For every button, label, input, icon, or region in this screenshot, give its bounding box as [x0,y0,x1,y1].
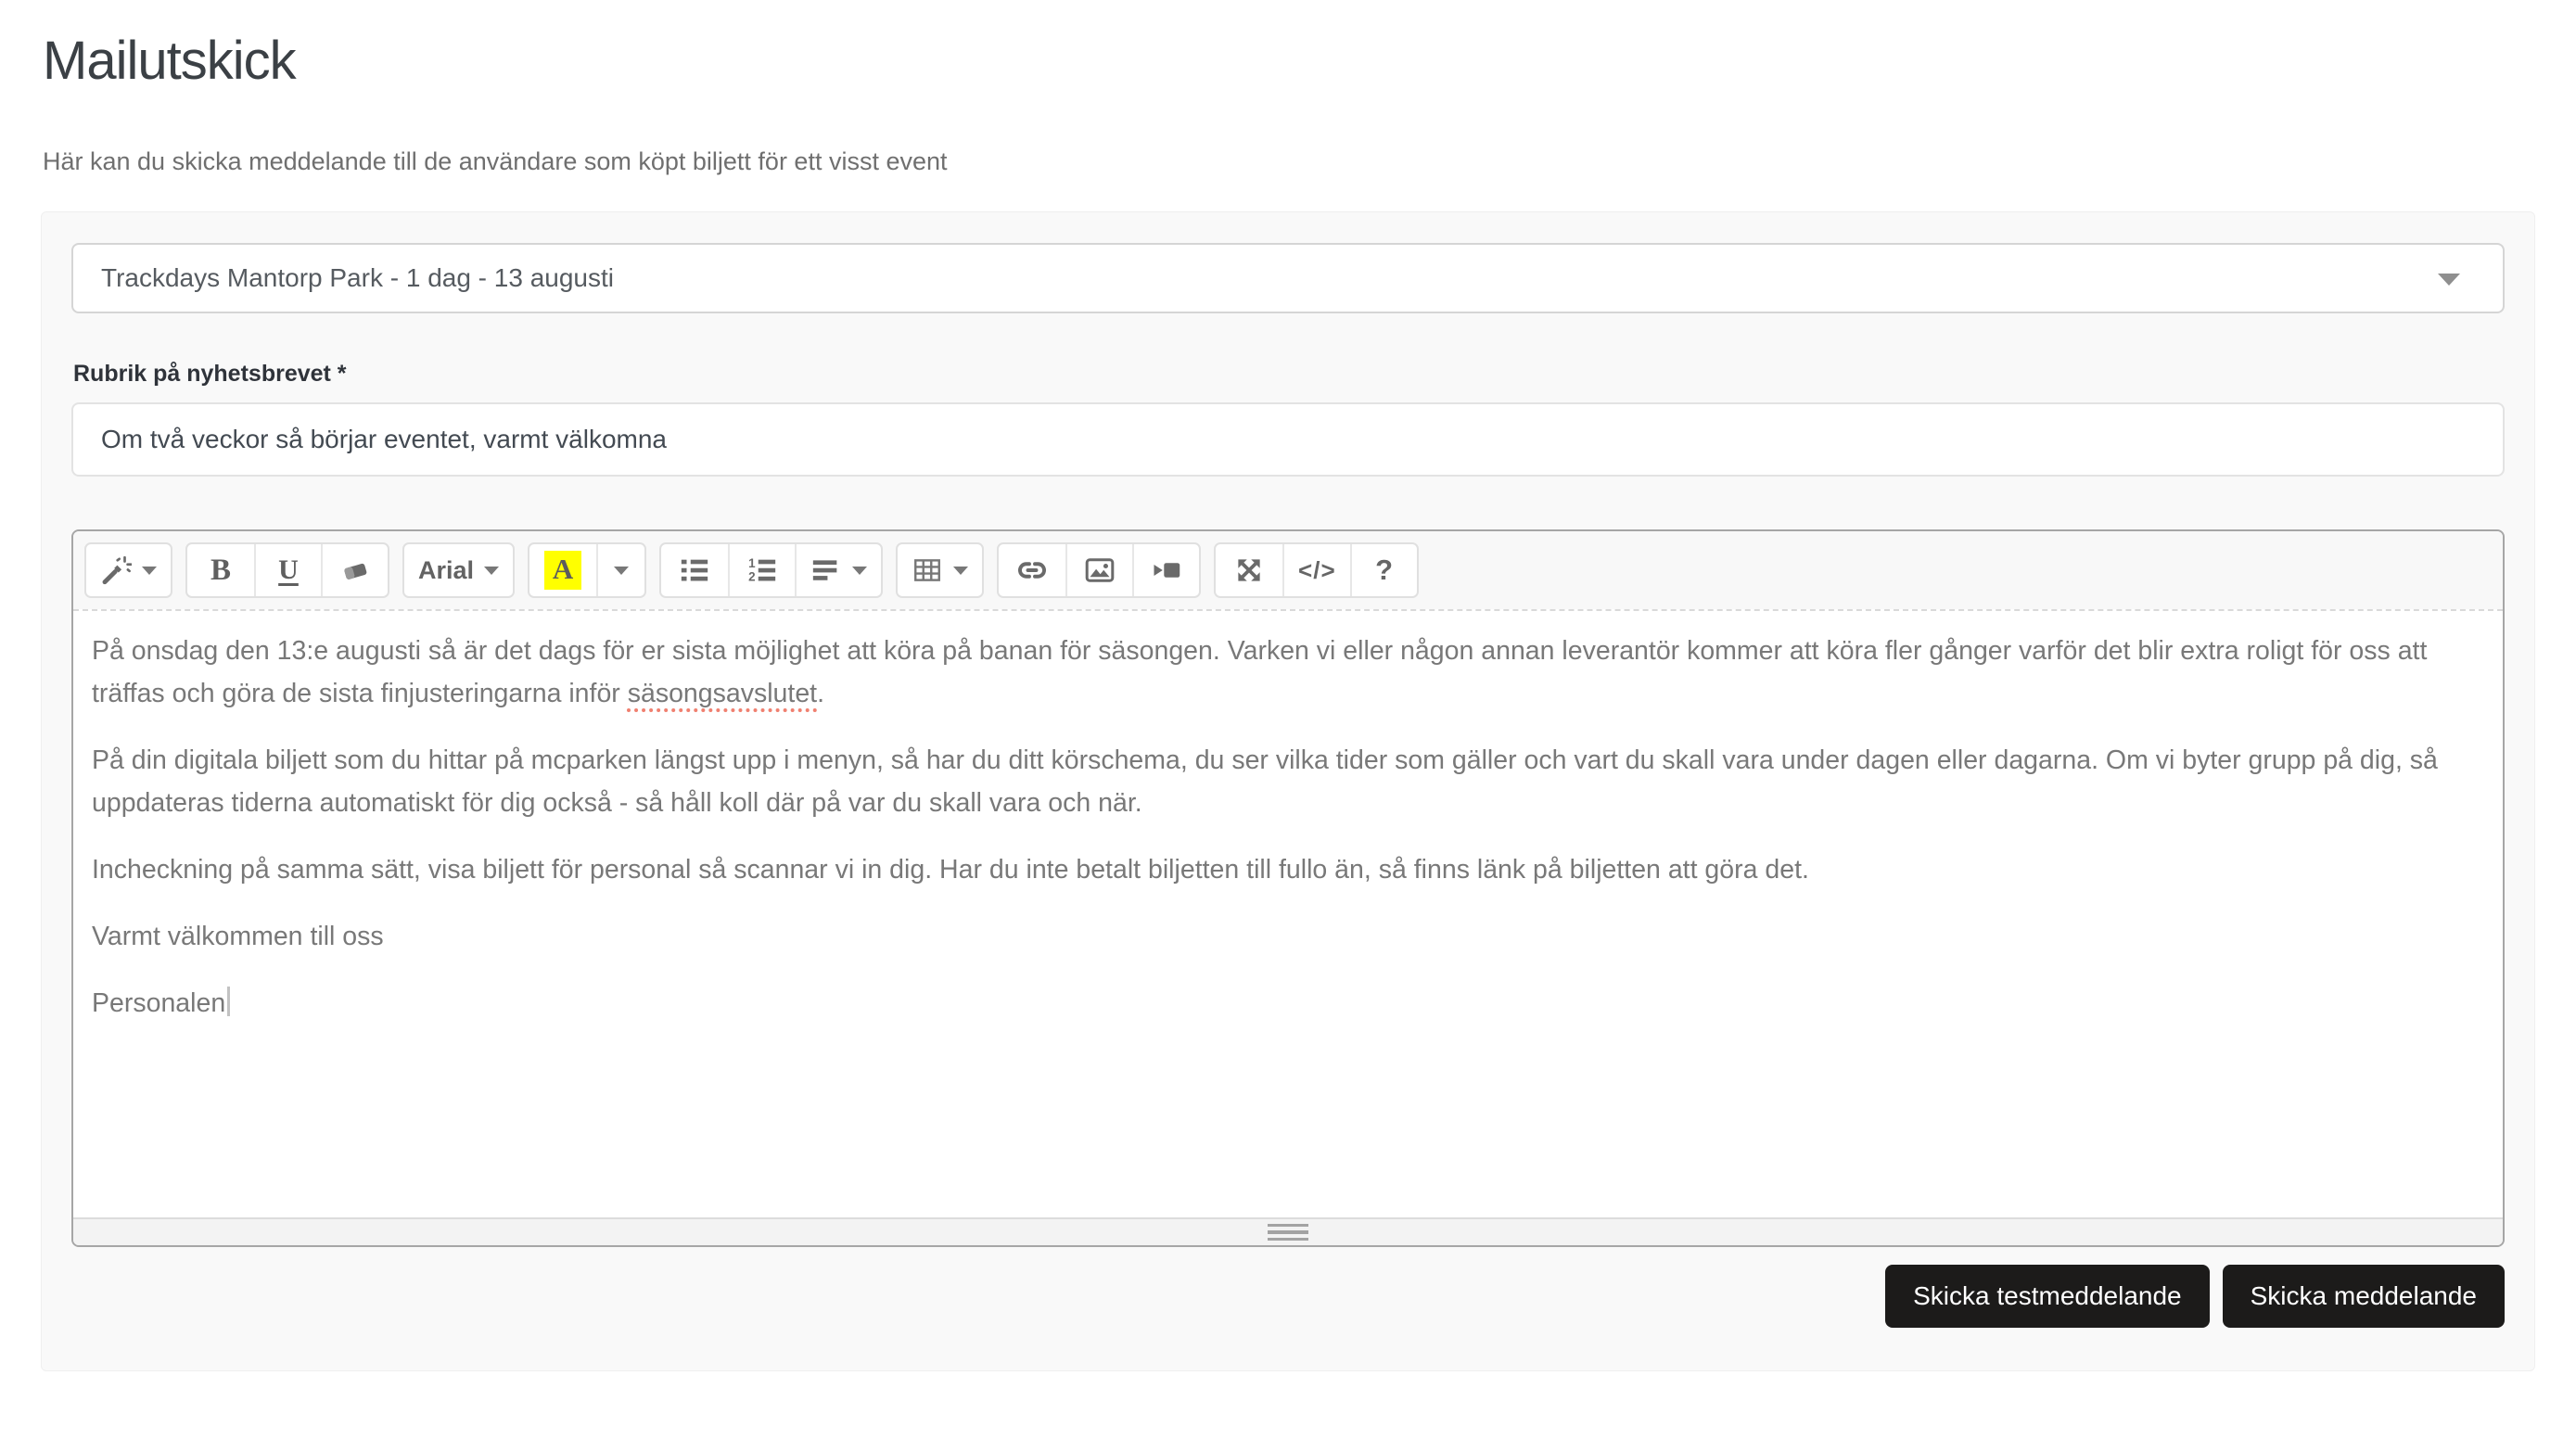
question-mark-icon: ? [1375,554,1394,586]
event-select-value: Trackdays Mantorp Park - 1 dag - 13 augusti [101,263,614,292]
mail-form-panel [41,211,2535,1371]
form-actions [71,1265,2505,1328]
table-group [896,542,984,598]
video-icon [1150,554,1183,587]
chevron-down-icon [2438,274,2460,286]
link-button[interactable] [999,544,1065,596]
align-left-icon [810,554,842,586]
view-group [1214,542,1419,598]
link-icon [1015,554,1049,587]
picture-button[interactable] [1065,544,1132,596]
font-color-dropdown-button[interactable] [596,544,644,596]
bold-button[interactable] [187,544,254,596]
editor-content[interactable] [73,609,2503,1217]
svg-text:2: 2 [748,569,756,584]
editor-resize-handle[interactable] [73,1217,2503,1245]
fullscreen-arrows-icon [1233,554,1265,586]
paragraph-group [659,542,883,598]
chevron-down-icon [142,567,157,575]
page-title: Mailutskick [43,31,296,91]
magic-wand-icon [100,554,132,586]
subject-input[interactable] [71,402,2505,477]
paragraph-text: Personalen [92,988,226,1018]
font-color-button[interactable] [529,544,596,596]
style-group [84,542,172,598]
font-family-button[interactable] [404,544,513,596]
picture-icon [1083,554,1116,587]
paragraph-text: . [817,679,825,708]
fullscreen-button[interactable] [1216,544,1282,596]
table-grid-icon [912,554,943,586]
paragraph [92,982,2484,1025]
font-color-icon: A [544,551,581,590]
eraser-icon [339,554,371,586]
send-button[interactable]: Skicka meddelande [2223,1265,2505,1328]
send-test-button[interactable]: Skicka testmeddelande [1885,1265,2210,1328]
event-select[interactable] [71,243,2505,313]
code-view-icon: </> [1298,555,1336,584]
paragraph [92,630,2484,715]
subject-label: Rubrik på nyhetsbrevet * [73,361,347,387]
chevron-down-icon [953,567,968,575]
chevron-down-icon [852,567,867,575]
unordered-list-button[interactable] [661,544,728,596]
svg-text:1: 1 [748,556,756,571]
page-description: Här kan du skicka meddelande till de användare som köpt biljett för ett visst event [43,147,948,175]
table-button[interactable] [898,544,982,596]
paragraph: Incheckning på samma sätt, visa biljett för personal så scannar vi in dig. Har du inte betalt biljetten till fullo än, så finns länk på biljetten att göra det. [92,855,1809,885]
paragraph-text: På onsdag den 13:e augusti så är det dags för er sista möjlighet att köra på banan för säsongen. Varken vi eller någon annan leverantör kommer att köra fler gånger varför det blir extra roligt för oss att träffas och göra de sista finjusteringarna inför [92,636,2428,708]
paragraph-align-button[interactable] [795,544,881,596]
bold-icon: B [210,553,231,587]
paragraph: Varmt välkommen till oss [92,922,384,951]
misspelled-word: säsongsavslutet [627,679,818,708]
rich-text-editor [71,529,2505,1247]
resize-grip-icon [1268,1224,1308,1242]
unordered-list-icon [679,554,710,586]
font-color-group [528,542,646,598]
style-button[interactable] [86,544,171,596]
chevron-down-icon [484,567,499,575]
clear-formatting-button[interactable] [321,544,388,596]
underline-button[interactable] [254,544,321,596]
font-style-group [185,542,389,598]
editor-toolbar [73,531,2503,609]
codeview-button[interactable] [1282,544,1350,596]
ordered-list-button[interactable] [728,544,795,596]
underline-icon: U [278,554,299,585]
font-family-label: Arial [418,555,475,584]
video-button[interactable] [1132,544,1199,596]
ordered-list-icon [746,554,778,586]
chevron-down-icon [614,567,629,575]
text-cursor [227,987,230,1016]
insert-group [997,542,1201,598]
help-button[interactable] [1350,544,1417,596]
paragraph: På din digitala biljett som du hittar på mcparken längst upp i menyn, så har du ditt körschema, du ser vilka tider som gäller och vart du skall vara under dagen eller dagarna. Om vi byter grupp på dig, så uppdateras tiderna automatiskt för dig också - så håll koll där på var du skall vara och när. [92,745,2438,818]
font-family-group [402,542,515,598]
